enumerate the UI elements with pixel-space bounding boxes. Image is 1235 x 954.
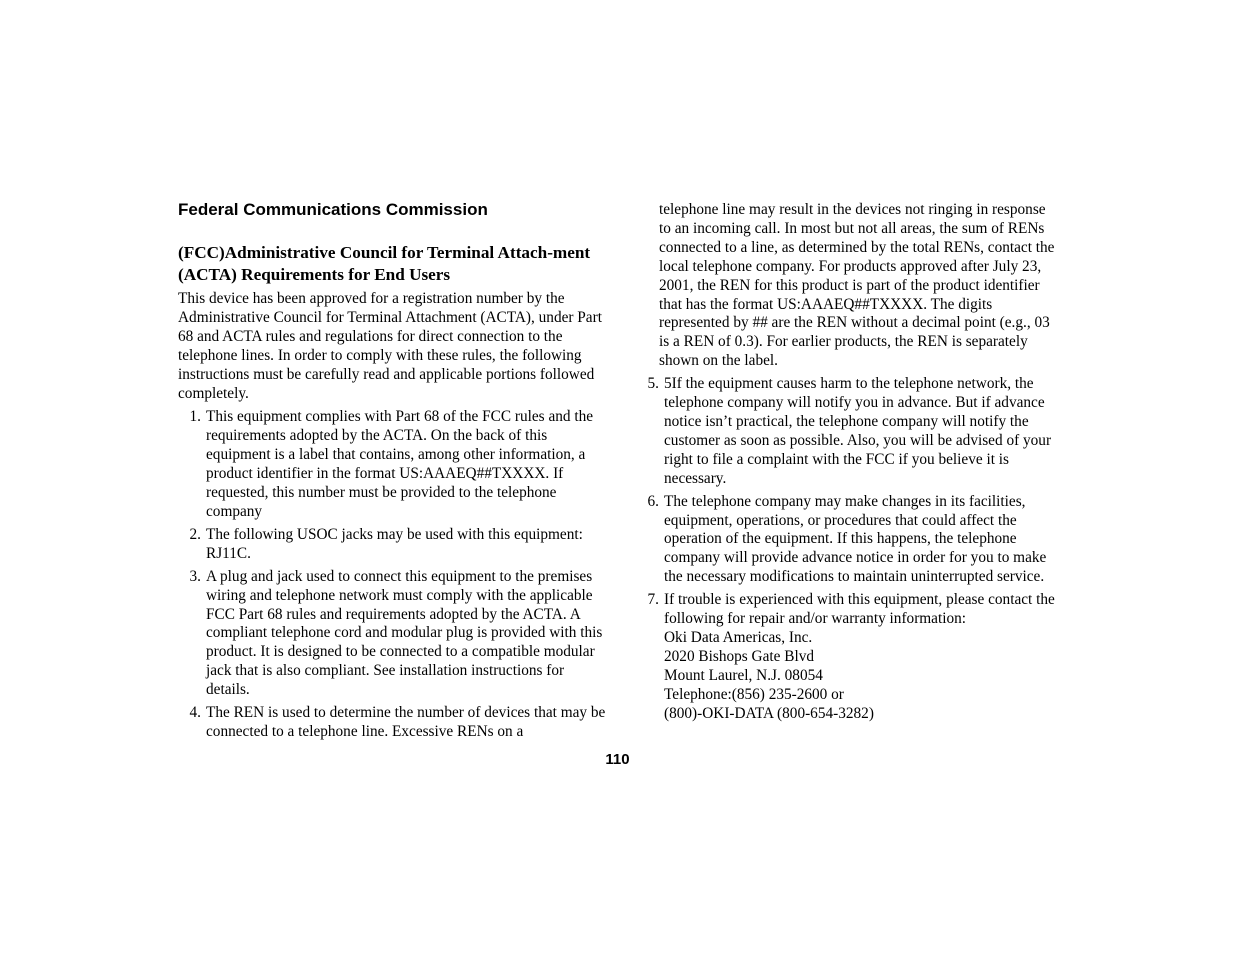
list-item-4 [178, 704, 606, 742]
list-item-5 [636, 375, 1060, 488]
section-heading: Federal Communications Commission [178, 200, 488, 219]
left-column [178, 198, 606, 746]
list-item-7-body [664, 591, 1060, 723]
list-item-text: This equipment complies with Part 68 of the FCC rules and the requirements adopted by the ACTA. On the back of this equipment is a label that contains, among other information, a product identifier in the format US:AAAEQ##TXXXX. If requested, this number must be provided to the telephone company [206, 408, 594, 520]
section-subheading: (FCC)Administrative Council for Terminal Attach-ment (ACTA) Requirements for End Users [178, 243, 591, 284]
list-number: 3. [189, 567, 201, 585]
list-item-3 [178, 568, 606, 700]
list-number: 7. [647, 591, 659, 609]
list-item-text: 5If the equipment causes harm to the telephone network, the telephone company will notify you in advance. But if advance notice isn’t practical, the telephone company will notify the customer as soon as possible. Also, you will be advised of your right to file a complaint with the FCC if you believe it is necessary. [664, 375, 1052, 487]
list-item-text: If trouble is experienced with this equipment, please contact the following for repair and/or warranty information: [664, 591, 1055, 628]
list-number: 2. [189, 525, 201, 543]
contact-company: Oki Data Americas, Inc. [664, 628, 813, 646]
list-item-text: A plug and jack used to connect this equipment to the premises wiring and telephone network must comply with the applicable FCC Part 68 rules and requirements adopted by the ACTA. A compliant telephone cord and modular plug is provided with this product. It is designed to be connected to a compatible modular jack that is also compliant. See installation instructions for details. [206, 567, 603, 699]
contact-street: 2020 Bishops Gate Blvd [664, 647, 814, 665]
contact-city: Mount Laurel, N.J. 08054 [664, 666, 823, 684]
list-item-text: The REN is used to determine the number of devices that may be connected to a telephone line. Excessive RENs on a [206, 704, 606, 740]
contact-phone-alt: (800)-OKI-DATA (800-654-3282) [664, 704, 874, 722]
list-number: 5. [647, 375, 659, 393]
list-item-7 [636, 591, 1060, 723]
list-item-4-continuation: telephone line may result in the devices not ringing in response to an incoming call. In most but not all areas, the sum of RENs connected to a line, as determined by the total RENs, contact the local telephone company. For products approved after July 23, 2001, the REN for this product is part of the product identifier that has the format US:AAAEQ##TXXXX. The digits represented by ## are the REN without a decimal point (e.g., 03 is a REN of 0.3). For earlier products, the REN is separately shown on the label. [659, 201, 1055, 370]
page-number: 110 [605, 751, 630, 768]
list-number: 4. [189, 704, 201, 722]
list-number: 6. [647, 492, 659, 510]
list-item-text: The following USOC jacks may be used with this equipment: RJ11C. [206, 525, 583, 562]
list-item-1 [178, 408, 606, 521]
contact-phone: Telephone:(856) 235-2600 or [664, 685, 844, 703]
list-number: 1. [189, 408, 201, 426]
list-item-text: The telephone company may make changes in its facilities, equipment, operations, or procedures that could affect the operation of the equipment. If this happens, the telephone company will provide advance notice in order for you to make the necessary modifications to maintain uninterrupted service. [664, 492, 1047, 586]
intro-paragraph: This device has been approved for a registration number by the Administrative Council for Terminal Attachment (ACTA), under Part 68 and ACTA rules and regulations for direct connection to the telephone lines. In order to comply with these rules, the following instructions must be carefully read and applicable portions followed completely. [178, 290, 602, 402]
list-item-6 [636, 493, 1060, 588]
list-item-2 [178, 526, 606, 564]
right-column [636, 201, 1060, 727]
